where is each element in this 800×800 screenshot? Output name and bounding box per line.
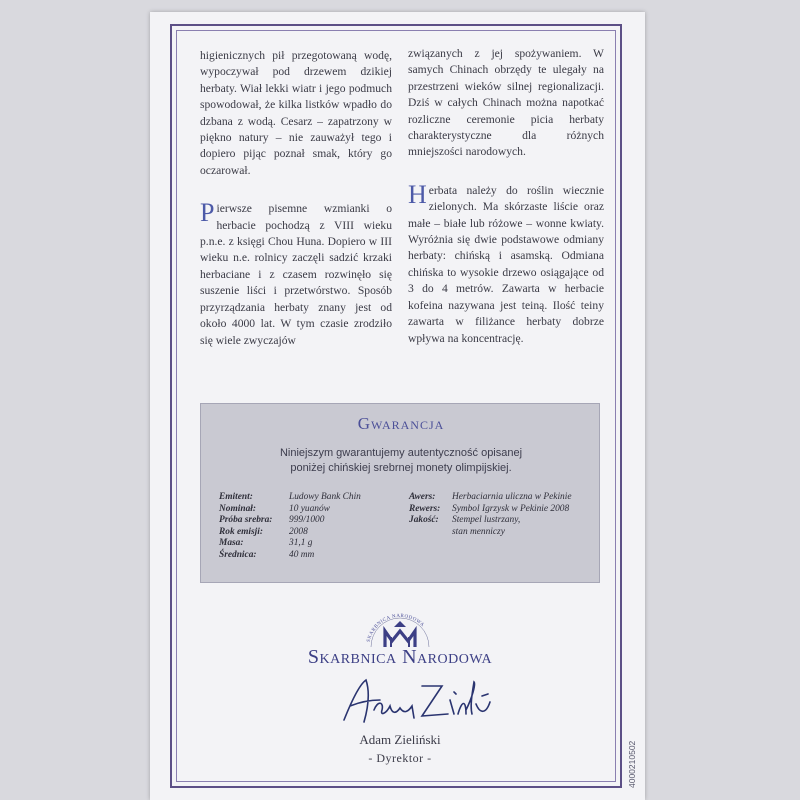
serial-number-text: 4000210502 <box>627 740 637 788</box>
spec-row <box>219 550 361 562</box>
drop-cap-p: P <box>200 198 215 228</box>
signatory-name: Adam Zieliński <box>359 732 441 747</box>
spec-value: 2008 <box>289 526 308 537</box>
spec-label: Rok emisji: <box>219 526 264 537</box>
right-paragraph-2 <box>408 179 604 347</box>
coin-specs-right <box>409 492 572 538</box>
spec-label: Próba srebra: <box>219 515 273 526</box>
spec-row <box>219 515 361 527</box>
spec-label: Nominał: <box>219 503 256 514</box>
right-paragraph-2-text: erbata należy do roślin wiecznie zielonych. Ma skórzaste liście oraz małe – białe lub różowe – wonne kwiaty. Wyróżnia się dwie podstawowe odmiany herbaty: chińską i asamską. Odmiana chińska to wysokie drzewo osiągające od 3 do 4 metrów. Zawarta w herbacie kofeina nazywana jest teiną. Ilość teiny zawarta w filiżance herbaty dobrze wpływa na koncentrację. <box>408 183 604 345</box>
left-paragraph-2 <box>200 198 392 349</box>
guarantee-title: Gwarancja <box>357 414 445 433</box>
svg-text:SKARBNICA NARODOWA: SKARBNICA NARODOWA <box>366 613 425 643</box>
spec-row <box>219 538 361 550</box>
left-paragraph-2-text: ierwsze pisemne wzmianki o herbacie pochodzą z VIII wieku p.n.e. z księgi Chou Huna. Dopiero w III wieku n.e. rolnicy zaczęli sadzić krzaki herbaciane i z czasem rozwinęło się suszenie liści i przetwórstwo. Sposób przyrządzania herbaty znany jest od około 4000 lat. W tym czasie zrodziło się wiele zwyczajów <box>200 202 392 347</box>
coin-specs-left <box>219 492 361 562</box>
spec-row <box>219 504 361 516</box>
article-left-column <box>200 48 392 371</box>
serial-number <box>627 712 639 788</box>
spec-label: Awers: <box>409 492 436 502</box>
spec-value: Herbaciarnia uliczna w Pekinie <box>452 492 572 502</box>
spec-label: Rewers: <box>409 503 441 514</box>
spec-row <box>409 515 572 527</box>
spec-row <box>219 527 361 539</box>
spec-value: Ludowy Bank Chin <box>289 492 361 502</box>
spec-label: Masa: <box>219 538 244 549</box>
spec-value: Symbol Igrzysk w Pekinie 2008 <box>452 503 570 514</box>
spec-value: 31,1 g <box>289 538 313 549</box>
spec-label: Średnica: <box>219 549 257 560</box>
right-paragraph-1: związanych z jej spożywaniem. W samych Chinach obrzędy te ulegały na przestrzeni wieków silnej regionalizacji. Dziś w całych Chinach można napotkać rozliczne ceremonie picia herbaty charakterystyczne dla różnych mniejszości narodowych. <box>408 47 604 159</box>
spec-row <box>409 504 572 516</box>
left-paragraph-1: higienicznych pił przegotowaną wodę, wypoczywał pod drzewem dzikiej herbaty. Wiał lekki wiatr i jego podmuch spowodował, że kilka listków wpadło do dzbana z wodą. Cesarz – zapatrzony w piękno natury – nie zauważył tego i dopiero pijąc poznał smak, który go oczarował. <box>200 49 392 177</box>
spec-value: Stempel lustrzany, <box>452 515 521 526</box>
article-right-column <box>408 46 604 369</box>
spec-value: 10 yuanów <box>289 503 330 514</box>
spec-row <box>219 492 361 504</box>
handwritten-signature-icon <box>330 670 500 730</box>
spec-value: 40 mm <box>289 549 315 560</box>
spec-value: 999/1000 <box>289 515 325 526</box>
guarantee-box <box>200 403 600 583</box>
spec-row-continuation: stan menniczy <box>452 526 505 537</box>
drop-cap-h: H <box>408 179 427 209</box>
guarantee-text: Niniejszym gwarantujemy autentyczność opisanej poniżej chińskiej srebrnej monety olimpijskiej. <box>279 447 523 474</box>
spec-row <box>409 492 572 504</box>
signatory-role: - Dyrektor - <box>368 751 432 765</box>
spec-label: Emitent: <box>219 492 253 502</box>
spec-label: Jakość: <box>409 515 439 526</box>
brand-name: Skarbnica Narodowa <box>307 646 493 668</box>
